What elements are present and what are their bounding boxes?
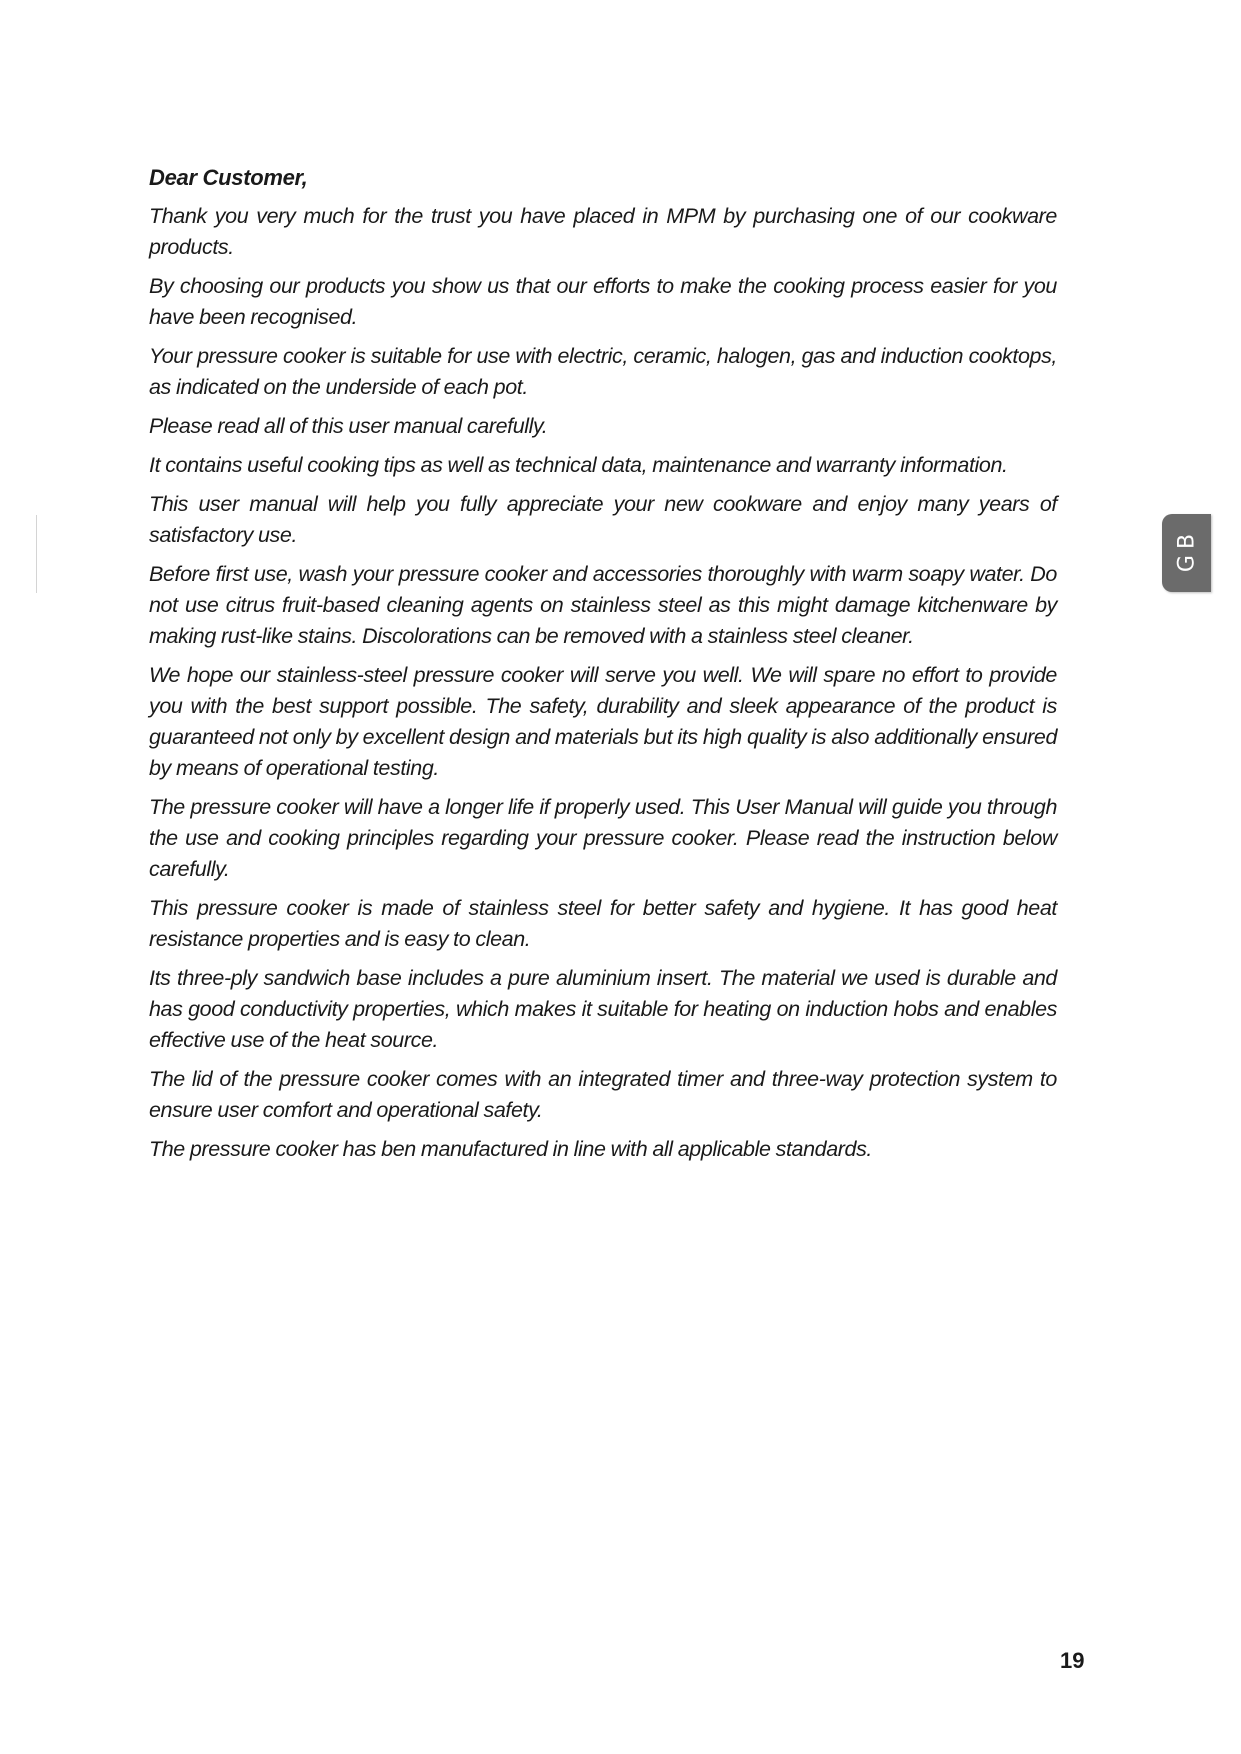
paragraph-cooktops: Your pressure cooker is suitable for use with electric, ceramic, halogen, gas and induction cooktops, as indicated on the underside of each pot. [149, 344, 1057, 399]
greeting: Dear Customer, [149, 165, 308, 190]
paragraph-support: We hope our stainless-steel pressure cooker will serve you well. We will spare no effort to provide you with the best support possible. The safety, durability and sleek appearance of the product is guaranteed not only by excellent design and materials but its high quality is also additionally ensured by means of operational testing. [149, 663, 1057, 780]
paragraph-longer-life: The pressure cooker will have a longer life if properly used. This User Manual will guide you through the use and cooking principles regarding your pressure cooker. Please read the instruction below carefully. [149, 795, 1057, 881]
margin-divider [36, 515, 37, 593]
language-tab-label: GB [1174, 527, 1199, 573]
paragraph-read-manual: Please read all of this user manual carefully. [149, 414, 548, 438]
paragraph-contents: It contains useful cooking tips as well as technical data, maintenance and warranty information. [149, 453, 1008, 477]
paragraph-appreciate: This user manual will help you fully appreciate your new cookware and enjoy many years of satisfactory use. [149, 492, 1057, 547]
paragraph-standards: The pressure cooker has ben manufactured in line with all applicable standards. [149, 1137, 873, 1161]
letter-body [149, 162, 1057, 1173]
page-number: 19 [1060, 1648, 1085, 1673]
language-tab [1162, 514, 1211, 592]
paragraph-thanks: Thank you very much for the trust you have placed in MPM by purchasing one of our cookware products. [149, 204, 1057, 259]
paragraph-base: Its three-ply sandwich base includes a pure aluminium insert. The material we used is durable and has good conductivity properties, which makes it suitable for heating on induction hobs and enables effective use of the heat source. [149, 966, 1057, 1052]
paragraph-choosing: By choosing our products you show us that our efforts to make the cooking process easier for you have been recognised. [149, 274, 1057, 329]
paragraph-stainless-steel: This pressure cooker is made of stainless steel for better safety and hygiene. It has good heat resistance properties and is easy to clean. [149, 896, 1057, 951]
paragraph-first-use: Before first use, wash your pressure cooker and accessories thoroughly with warm soapy water. Do not use citrus fruit-based cleaning agents on stainless steel as this might damage kitchenware by making rust-like stains. Discolorations can be removed with a stainless steel cleaner. [149, 562, 1057, 648]
paragraph-lid: The lid of the pressure cooker comes with an integrated timer and three-way protection system to ensure user comfort and operational safety. [149, 1067, 1057, 1122]
